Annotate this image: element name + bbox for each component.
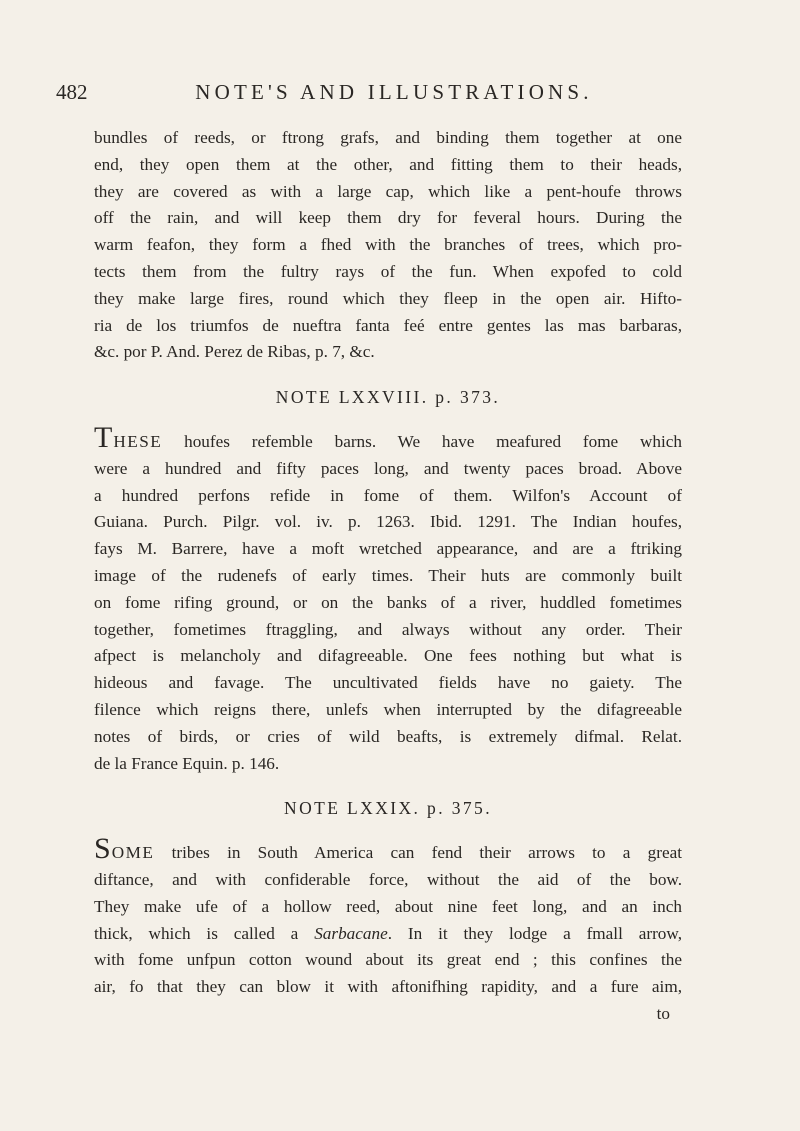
text-line — [94, 834, 682, 867]
text-line: they make large fires, round which they fleep in the open air. Hifto- — [94, 288, 682, 308]
text-line: fays M. Barrere, have a moft wretched appearance, and are a ftriking — [94, 539, 682, 559]
text-line: off the rain, and will keep them dry for feveral hours. During the — [94, 208, 682, 228]
text-fragment: . In it they lodge a fmall arrow, — [387, 923, 682, 943]
text-line: with fome unfpun cotton wound about its great end ; this confines the — [94, 950, 682, 970]
page-body — [94, 125, 682, 1028]
text-line: together, fometimes ftraggling, and always without any order. Their — [94, 619, 682, 639]
text-line: hideous and favage. The uncultivated fields have no gaiety. The — [94, 673, 682, 693]
text-line: notes of birds, or cries of wild beafts, is extremely difmal. Relat. — [94, 726, 682, 746]
text-line: air, fo that they can blow it with aftonifhing rapidity, and a fure aim, — [94, 977, 682, 997]
note-78-paragraph — [94, 420, 682, 777]
text-line: ria de los triumfos de nueftra fanta feé entre gentes las mas barbaras, — [94, 315, 682, 335]
text-line: they are covered as with a large cap, which like a pent-houfe throws — [94, 181, 682, 201]
text-line: end, they open them at the other, and fitting them to their heads, — [94, 154, 682, 174]
text-line — [94, 921, 682, 948]
text-line: de la France Equin. p. 146. — [94, 753, 280, 773]
text-fragment: houfes refemble barns. We have meafured fome which — [162, 431, 682, 451]
text-line: on fome rifing ground, or on the banks of a river, huddled fometimes — [94, 592, 682, 612]
page-number: 482 — [56, 80, 88, 104]
text-line: were a hundred and fifty paces long, and twenty paces broad. Above — [94, 458, 682, 478]
drop-cap: T — [94, 420, 113, 454]
text-line: diftance, and with confiderable force, without the aid of the bow. — [94, 869, 682, 889]
text-line: afpect is melancholy and difagreeable. One fees nothing but what is — [94, 646, 682, 666]
drop-cap: S — [94, 832, 111, 866]
note-79-paragraph — [94, 834, 682, 1001]
text-line: tects them from the fultry rays of the fun. When expofed to cold — [94, 261, 682, 281]
text-line: a hundred perfons refide in fome of them. Wilfon's Account of — [94, 485, 682, 505]
text-line: Guiana. Purch. Pilgr. vol. iv. p. 1263. Ibid. 1291. The Indian houfes, — [94, 512, 682, 532]
text-line: filence which reigns there, unlefs when interrupted by the difagreeable — [94, 699, 682, 719]
note-heading-78: NOTE LXXVIII. p. 373. — [275, 387, 501, 408]
italic-term: Sarbacane — [314, 923, 388, 943]
intro-paragraph — [94, 125, 682, 366]
small-caps-word: HESE — [113, 431, 163, 451]
text-fragment: thick, which is called a — [94, 923, 315, 943]
note-heading-79: NOTE LXXIX. p. 375. — [284, 798, 492, 819]
text-fragment: tribes in South America can fend their arrows to a great — [154, 843, 682, 863]
small-caps-word: OME — [111, 843, 155, 863]
text-line: They make ufe of a hollow reed, about nine feet long, and an inch — [94, 896, 682, 916]
catchword: to — [656, 1003, 670, 1023]
text-line: &c. por P. And. Perez de Ribas, p. 7, &c. — [94, 342, 375, 362]
text-line: bundles of reeds, or ftrong grafs, and binding them together at one — [94, 128, 682, 147]
text-line: image of the rudenefs of early times. Their huts are commonly built — [94, 565, 682, 585]
running-head-title: NOTE'S AND ILLUSTRATIONS. — [195, 80, 593, 104]
text-line: warm feafon, they form a fhed with the branches of trees, which pro- — [94, 235, 682, 255]
text-line — [94, 420, 682, 456]
running-head — [56, 80, 682, 110]
